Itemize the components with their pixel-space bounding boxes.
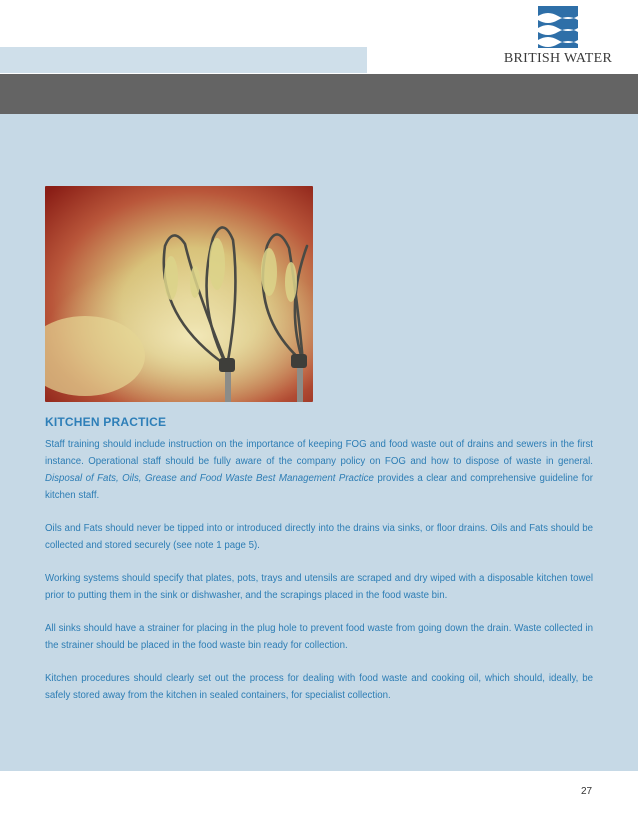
content-panel — [0, 114, 638, 771]
section-title: KITCHEN PRACTICE — [45, 415, 167, 429]
paragraph-working-systems: Working systems should specify that plates, pots, trays and utensils are scraped and dry wiped with a disposable kitchen towel prior to putting them in the sink or dishwasher, and the scrapings placed in the food waste bin. — [45, 573, 593, 601]
header-gray-band — [0, 74, 638, 114]
page-number: 27 — [581, 786, 593, 797]
header-accent-stripe — [0, 47, 367, 73]
paragraph-kitchen-procedures: Kitchen procedures should clearly set out the process for dealing with food waste and cooking oil, which should, ideally, be safely stored away from the kitchen in sealed containers, for specialist collection. — [45, 673, 593, 701]
wave-logo-icon — [538, 6, 578, 48]
paragraph-sink-strainer: All sinks should have a strainer for placing in the plug hole to prevent food waste from going down the drain. Waste collected in the strainer should be placed in the food waste bin ready for collection. — [45, 623, 593, 651]
paragraph-oils-fats: Oils and Fats should never be tipped into or introduced directly into the drains via sinks, or floor drains. Oils and Fats should be collected and stored securely (see note 1 page 5). — [45, 523, 593, 551]
kitchen-whisk-photo — [45, 186, 313, 402]
brand-name: BRITISH WATER — [503, 51, 613, 66]
guideline-title: Disposal of Fats, Oils, Grease and Food Waste Best Management Practice — [45, 473, 374, 484]
paragraph-staff-training: Staff training should include instruction on the importance of keeping FOG and food waste out of drains and sewers in the first instance. Operational staff should be fully aware of the company policy on FOG and how to dispose of waste in general. Disposal of Fats, Oils, Grease and Food Waste Best Management Practice provides a clear and comprehensive guideline for kitchen staff. — [45, 439, 593, 501]
body-text — [45, 436, 593, 720]
british-water-logo — [488, 2, 628, 72]
